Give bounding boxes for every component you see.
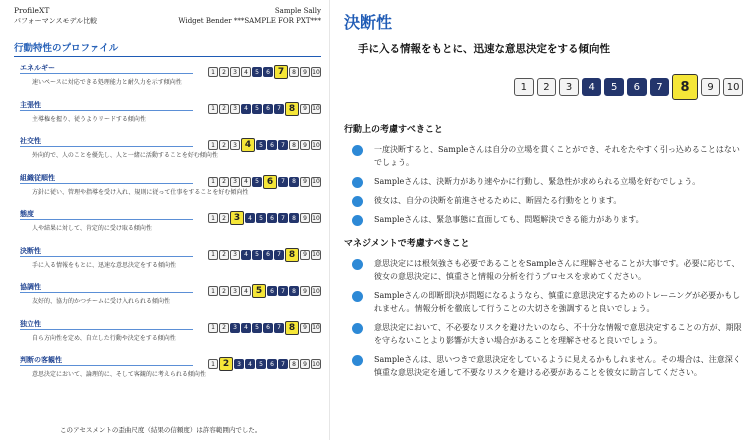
trait-box-8: 8 [289,177,299,187]
trait-description: 手に入る情報をもとに、迅速な意思決定をする傾向性 [32,261,177,269]
trait-name: エネルギー [20,64,55,72]
trait-box-2: 2 [219,67,229,77]
trait-underline [20,292,193,293]
trait-box-3: 3 [230,104,240,114]
bullet-icon [352,355,363,366]
bullet-icon [352,259,363,270]
trait-underline [20,329,193,330]
trait-box-2: 2 [219,213,229,223]
bullet-item [352,213,743,226]
trait-scale [208,321,321,335]
trait-box-1: 1 [208,323,218,333]
trait-scale [208,357,321,371]
trait-name: 主張性 [20,100,41,109]
bullet-icon [352,196,363,207]
trait-box-4: 4 [241,286,251,296]
trait-score-box: 5 [252,284,266,298]
trait-score-box: 8 [285,248,299,262]
trait-box-5: 5 [252,177,262,187]
trait-name: 組織従順性 [20,173,55,182]
trait-box-7: 7 [274,250,284,260]
trait-underline [20,256,193,257]
trait-box-8: 8 [289,140,299,150]
trait-box-2: 2 [219,286,229,296]
bullet-text: Sampleさんは、緊急事態に直面しても、問題解決できる能力があります。 [374,215,644,224]
trait-row [14,240,321,277]
trait-underline [20,183,193,184]
trait-description: 人や結果に対して、肯定的に受け取る傾向性 [32,225,152,232]
trait-box-6: 6 [263,104,273,114]
trait-box-1: 1 [208,250,218,260]
bullet-text: 意思決定において、不必要なリスクを避けたいのなら、不十分な情報で意思決定することの方が、期限を守らないことより影響が大きい場合があることを理解させると良いでしょう。 [374,323,742,345]
bullet-item [352,289,743,315]
trait-box-4: 4 [245,213,255,223]
trait-row [14,313,321,350]
bullet-icon [352,291,363,302]
trait-description: 友好的、協力的かつチームに受け入れられる傾向性 [32,298,171,305]
trait-box-9: 9 [300,359,310,369]
bullet-item [352,353,743,379]
trait-box-8: 8 [289,213,299,223]
trait-box-2: 2 [219,104,229,114]
trait-scale [208,211,321,225]
report-subtitle: パフォーマンスモデル比較 [14,17,98,25]
main-box-1: 1 [514,78,534,96]
trait-underline [20,219,193,220]
bullet-icon [352,177,363,188]
main-box-10: 10 [723,78,743,96]
trait-box-4: 4 [241,323,251,333]
trait-box-10: 10 [312,324,320,331]
trait-box-4: 4 [241,104,251,114]
trait-scale [208,284,321,298]
trait-box-6: 6 [267,286,277,296]
trait-box-2: 2 [219,323,229,333]
section-title: 行動特性のプロファイル [14,40,321,57]
bullet-text: Sampleさんの即断即決が問題になるようなら、慎重に意思決定するためのトレーニングが必要かもしれません。情報分析を徹底して行うことの大切さを強調すると良いでしょう。 [374,291,741,313]
trait-box-1: 1 [208,359,218,369]
trait-box-10: 10 [312,141,320,149]
trait-box-10: 10 [312,68,320,76]
trait-row [14,349,321,386]
main-box-3: 3 [559,78,579,96]
company-name: Widget Bender ***SAMPLE FOR PXT*** [178,17,321,25]
trait-list [14,57,321,386]
trait-underline [20,73,193,74]
trait-description: 外向的で、人のことを優先し、人と一緒に活動することを好む傾向性 [32,152,218,159]
trait-box-10: 10 [312,214,320,222]
trait-box-5: 5 [256,359,266,369]
main-box-5: 5 [604,78,624,96]
trait-box-2: 2 [219,250,229,260]
trait-title: 決断性 [344,13,393,32]
management-list [352,257,743,379]
trait-score-box: 8 [285,102,299,116]
trait-box-8: 8 [289,286,299,296]
trait-name: 独立性 [20,319,41,328]
trait-box-3: 3 [230,323,240,333]
trait-score-box: 2 [219,357,233,371]
trait-row [14,130,321,167]
trait-underline [20,146,193,147]
trait-box-1: 1 [208,286,218,296]
trait-box-9: 9 [300,104,310,114]
bullet-icon [352,145,363,156]
trait-row [14,203,321,240]
trait-box-10: 10 [312,251,320,258]
trait-box-4: 4 [241,250,251,260]
trait-scale [514,74,743,100]
trait-box-9: 9 [300,140,310,150]
trait-score-box: 6 [263,175,277,189]
trait-box-9: 9 [300,286,310,296]
trait-box-4: 4 [241,177,251,187]
behavior-list [352,143,743,226]
trait-box-3: 3 [234,359,244,369]
trait-box-7: 7 [278,177,288,187]
main-box-7: 7 [650,78,670,96]
trait-box-3: 3 [230,177,240,187]
trait-box-9: 9 [300,250,310,260]
trait-score-box: 4 [241,138,255,152]
trait-score-box: 3 [230,211,244,225]
trait-scale [208,138,321,152]
bullet-text: 意思決定には根気強さも必要であることをSampleさんに理解させることが大事です。必要に応じて、彼女の意思決定に、慎重さと情報の分析を行うプロセスを求めてください。 [374,259,740,281]
trait-name: 判断の客観性 [20,356,62,364]
trait-box-6: 6 [263,323,273,333]
trait-scale [208,175,321,189]
bullet-text: 一度決断すると、Sampleさんは自分の立場を貫くことができ、それをたやすく引っ込めることはないでしょう。 [374,145,740,167]
trait-box-9: 9 [300,323,310,333]
behavior-heading: 行動上の考慮すべきこと [344,125,443,135]
bullet-text: Sampleさんは、決断力があり速やかに行動し、緊急性が求められる立場を好むでしょう。 [374,177,701,186]
trait-box-4: 4 [241,67,251,77]
brand-name: ProfileXT [14,6,50,15]
trait-underline [20,365,193,366]
trait-box-6: 6 [263,250,273,260]
trait-underline [20,110,193,111]
management-heading: マネジメントで考慮すべきこと [344,239,470,249]
bullet-item [352,194,743,207]
trait-description: 方針に従い、管理や指導を受け入れ、規則に従って仕事をすることを好む傾向性 [32,188,249,196]
trait-box-5: 5 [252,323,262,333]
trait-box-7: 7 [278,140,288,150]
trait-box-8: 8 [289,359,299,369]
trait-box-3: 3 [230,140,240,150]
distortion-note: このアセスメントの歪曲尺度（結果の信頼度）は許容範囲内でした。 [60,426,262,434]
trait-row [14,94,321,131]
trait-row [14,276,321,313]
trait-name: 協調性 [20,283,41,291]
trait-box-1: 1 [208,67,218,77]
trait-box-8: 8 [289,67,299,77]
bullet-icon [352,323,363,334]
trait-name: 社交性 [20,137,41,145]
trait-box-5: 5 [252,250,262,260]
trait-box-7: 7 [278,286,288,296]
trait-box-10: 10 [312,178,320,185]
trait-box-1: 1 [208,104,218,114]
bullet-item [352,175,743,188]
trait-box-7: 7 [274,104,284,114]
main-box-9: 9 [701,78,721,96]
trait-box-6: 6 [267,140,277,150]
trait-box-7: 7 [274,323,284,333]
trait-row [14,167,321,204]
trait-box-9: 9 [300,177,310,187]
main-box-6: 6 [627,78,647,96]
trait-name: 態度 [20,210,34,218]
trait-box-5: 5 [256,140,266,150]
trait-description: 意思決定において、論理的に、そして客観的に考えられる傾向性 [32,371,206,378]
trait-box-9: 9 [300,213,310,223]
trait-box-9: 9 [300,67,310,77]
bullet-text: Sampleさんは、思いつきで意思決定をしているように見えるかもしれません。その場合は、注意深く慎重な意思決定を通して不要なリスクを避ける必要があることを彼女に助言してください。 [374,355,741,377]
page-header [14,6,321,26]
trait-box-3: 3 [230,250,240,260]
left-page [0,0,330,440]
trait-box-2: 2 [219,177,229,187]
trait-box-10: 10 [312,287,320,295]
main-box-4: 4 [582,78,602,96]
trait-score-box: 8 [285,321,299,335]
bullet-item [352,257,743,283]
trait-scale [208,65,321,79]
trait-box-6: 6 [267,359,277,369]
trait-box-5: 5 [252,67,262,77]
trait-subtitle: 手に入る情報をもとに、迅速な意思決定をする傾向性 [358,43,610,55]
trait-score-box: 7 [274,65,288,79]
person-name: Sample Sally [274,7,321,15]
trait-description: 自ら方向性を定め、自立した行動や決定をする傾向性 [32,334,176,342]
trait-box-1: 1 [208,213,218,223]
trait-box-5: 5 [256,213,266,223]
trait-box-7: 7 [278,359,288,369]
trait-box-4: 4 [245,359,255,369]
main-score-box: 8 [672,74,697,100]
trait-row [14,57,321,94]
trait-box-6: 6 [267,213,277,223]
trait-box-3: 3 [230,286,240,296]
right-page [330,0,755,440]
bullet-item [352,143,743,169]
trait-box-6: 6 [263,67,273,77]
trait-scale [208,248,321,262]
trait-box-7: 7 [278,213,288,223]
bullet-icon [352,215,363,226]
trait-name: 決断性 [20,246,41,255]
trait-box-2: 2 [219,140,229,150]
trait-box-10: 10 [312,360,320,368]
bullet-text: 彼女は、自分の決断を前進させるために、断固たる行動をとります。 [374,196,622,205]
bullet-item [352,321,743,347]
trait-box-5: 5 [252,104,262,114]
trait-box-10: 10 [312,105,320,112]
trait-description: 速いペースに対応できる処理能力と耐久力を示す傾向性 [32,79,182,86]
trait-description: 主導権を握り、従うよりリードする傾向性 [32,115,146,123]
trait-scale [208,102,321,116]
main-box-2: 2 [537,78,557,96]
trait-box-3: 3 [230,67,240,77]
trait-box-1: 1 [208,140,218,150]
trait-box-1: 1 [208,177,218,187]
